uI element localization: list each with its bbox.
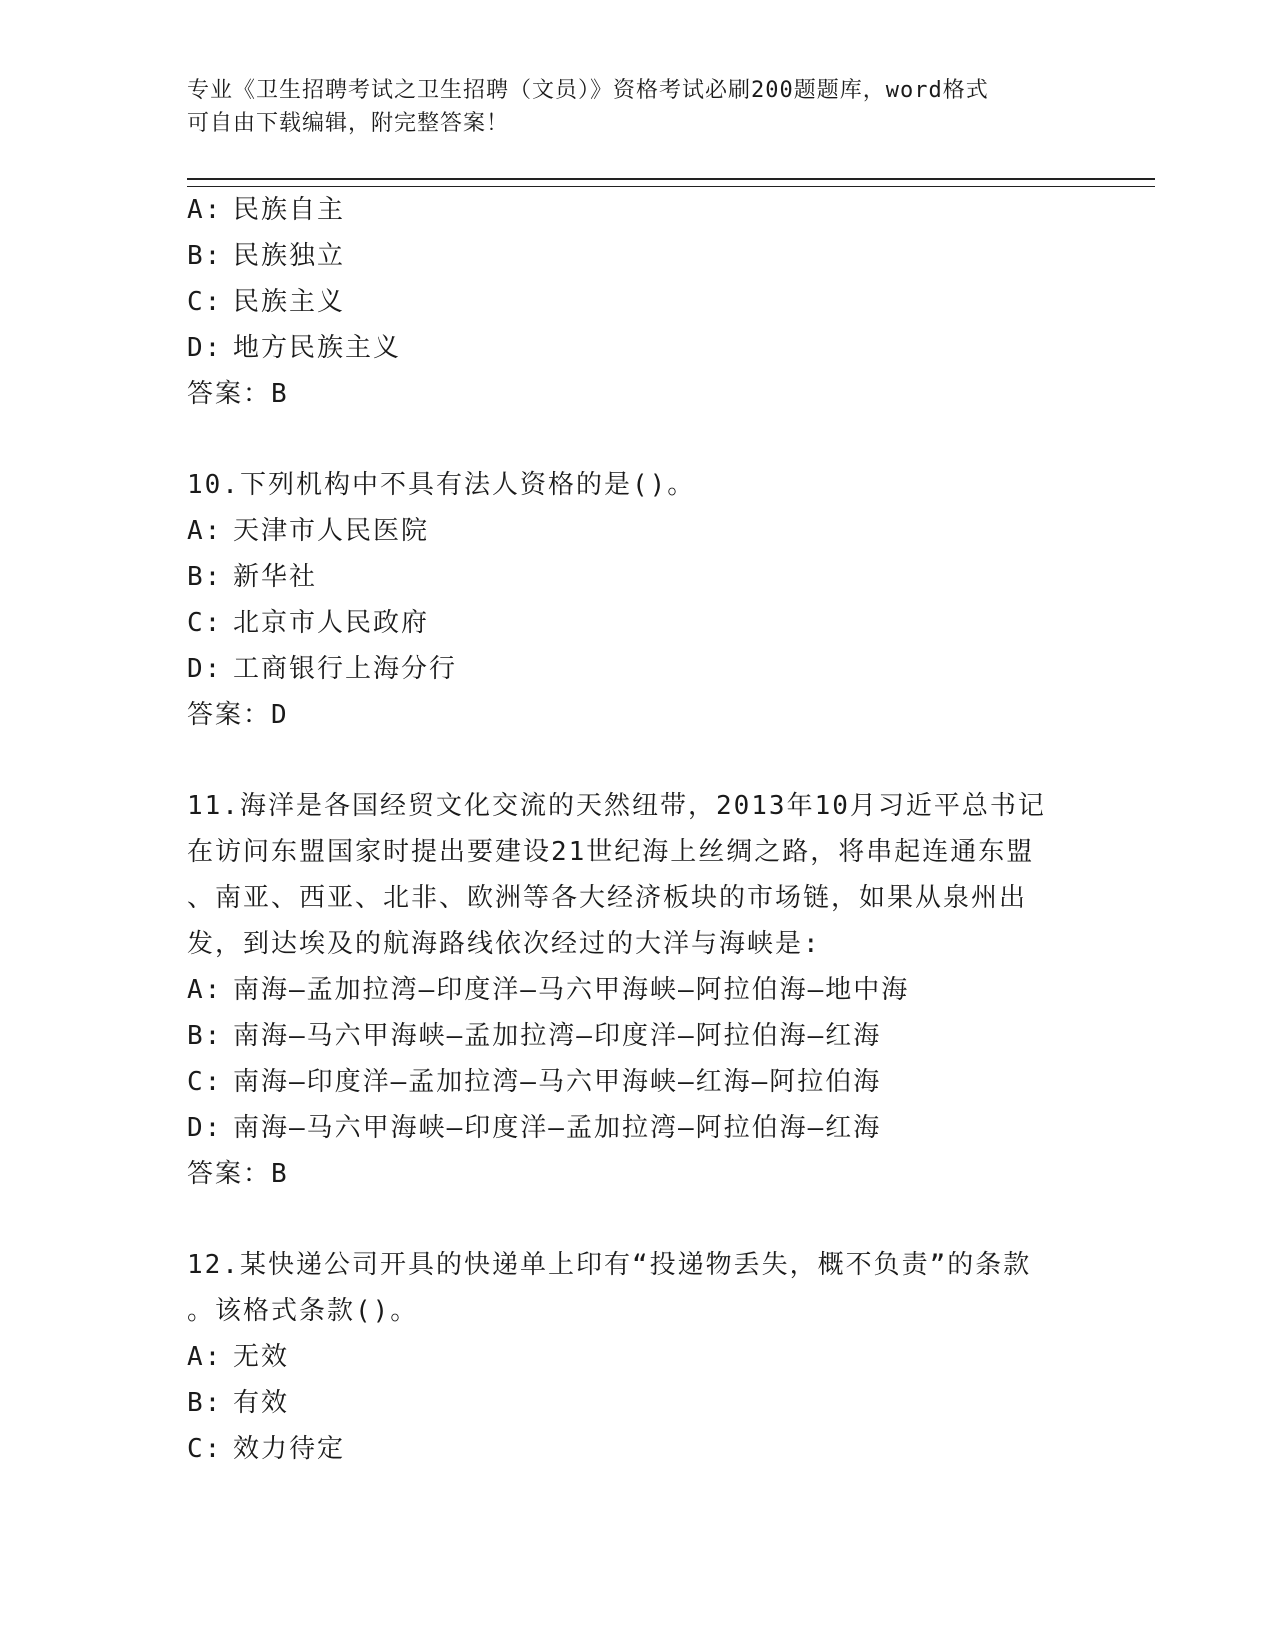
answer-value: B: [271, 1159, 289, 1189]
question-stem-line: 在访问东盟国家时提出要建设21世纪海上丝绸之路，将串起连通东盟: [187, 837, 1035, 867]
option-b: B: 新华社: [187, 562, 318, 592]
question-stem-line: 12.某快递公司开具的快递单上印有“投递物丢失，概不负责”的条款: [187, 1250, 1032, 1280]
option-c: C: 民族主义: [187, 287, 346, 317]
option-d: D: 地方民族主义: [187, 333, 402, 363]
question-stem: 10.下列机构中不具有法人资格的是()。: [187, 470, 696, 500]
option-d: D: 工商银行上海分行: [187, 654, 458, 684]
option-a: A: 民族自主: [187, 195, 346, 225]
option-c: C: 北京市人民政府: [187, 608, 430, 638]
answer-line: 答案：D: [187, 700, 289, 730]
question-9: [187, 187, 1077, 417]
option-b: B: 民族独立: [187, 241, 346, 271]
option-c: C: 效力待定: [187, 1434, 346, 1464]
answer-line: 答案：B: [187, 1159, 289, 1189]
option-c: C: 南海—印度洋—孟加拉湾—马六甲海峡—红海—阿拉伯海: [187, 1067, 882, 1097]
answer-value: D: [271, 700, 289, 730]
option-d: D: 南海—马六甲海峡—印度洋—孟加拉湾—阿拉伯海—红海: [187, 1113, 882, 1143]
question-11: [187, 783, 1077, 1197]
question-list: [187, 187, 1077, 1472]
option-b: B: 南海—马六甲海峡—孟加拉湾—印度洋—阿拉伯海—红海: [187, 1021, 882, 1051]
question-stem-line: 发，到达埃及的航海路线依次经过的大洋与海峡是:: [187, 929, 821, 959]
question-10: [187, 462, 1077, 738]
question-stem-line: 、南亚、西亚、北非、欧洲等各大经济板块的市场链，如果从泉州出: [187, 883, 1028, 913]
question-stem-line: 11.海洋是各国经贸文化交流的天然纽带，2013年10月习近平总书记: [187, 791, 1046, 821]
answer-value: B: [271, 379, 289, 409]
header-line-2: 可自由下载编辑，附完整答案！: [187, 111, 510, 136]
document-header: [187, 74, 1087, 140]
option-a: A: 无效: [187, 1342, 290, 1372]
answer-line: 答案：B: [187, 379, 289, 409]
header-divider: [187, 178, 1155, 187]
option-a: A: 南海—孟加拉湾—印度洋—马六甲海峡—阿拉伯海—地中海: [187, 975, 910, 1005]
question-stem-line: 。该格式条款()。: [187, 1296, 419, 1326]
option-b: B: 有效: [187, 1388, 290, 1418]
question-12: [187, 1242, 1077, 1472]
header-line-1: 专业《卫生招聘考试之卫生招聘（文员）》资格考试必刷200题题库，word格式: [187, 78, 989, 103]
option-a: A: 天津市人民医院: [187, 516, 430, 546]
